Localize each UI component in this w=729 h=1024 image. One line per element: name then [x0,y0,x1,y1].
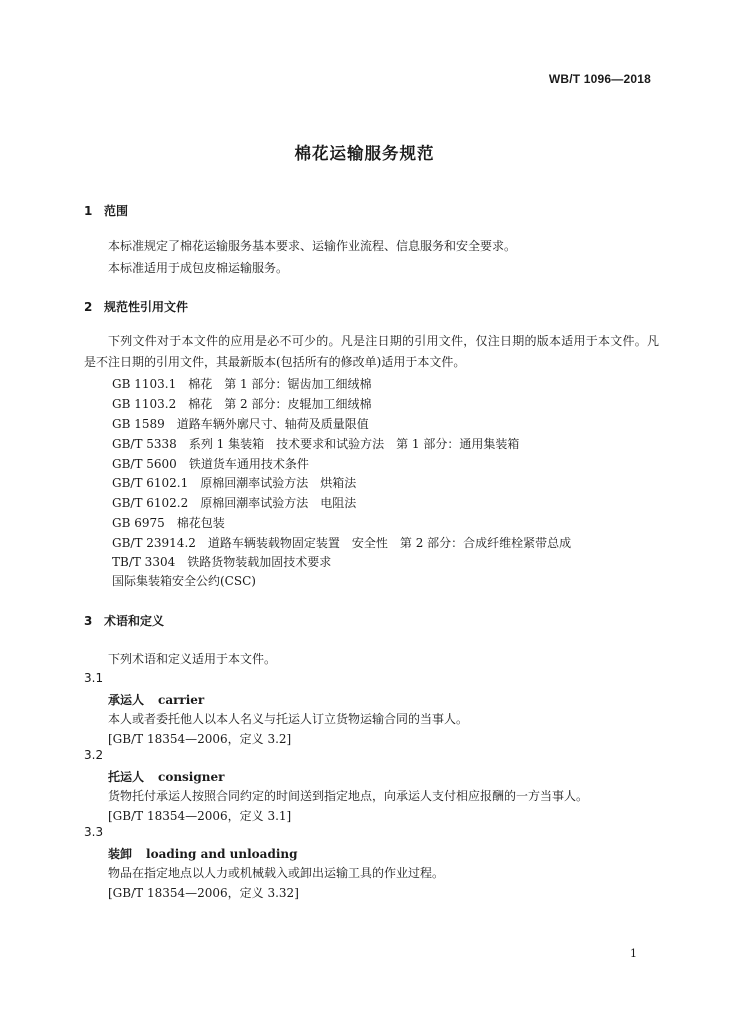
term-chinese: 托运人 [108,770,145,784]
scope-paragraph: 本标准适用于成包皮棉运输服务。 [108,261,289,275]
term-source: [GB/T 18354—2006，定义 3.1] [108,809,292,823]
reference-code: TB/T 3304 [112,555,176,569]
term-chinese: 承运人 [108,693,145,707]
clause-number: 3.3 [84,825,104,839]
reference-item [112,395,371,413]
section-heading-terms-and-definitions [84,612,164,629]
reference-code: GB/T 6102.2 [112,496,189,510]
term-definition: 本人或者委托他人以本人名义与托运人订立货物运输合同的当事人。 [108,712,469,726]
references-intro-paragraph: 下列文件对于本文件的应用是必不可少的。凡是注日期的引用文件，仅注日期的版本适用于本文件。凡是不注日期的引用文件，其最新版本(包括所有的修改单)适用于本文件。 [84,334,659,369]
reference-code: GB 1103.2 [112,397,177,411]
term-heading [108,845,298,862]
reference-item [112,514,225,532]
document-title: 棉花运输服务规范 [294,144,435,163]
reference-title: 国际集装箱安全公约(CSC) [112,574,256,588]
reference-item [112,474,356,492]
section-title: 规范性引用文件 [104,300,189,314]
reference-item [112,415,369,433]
reference-item [112,534,571,552]
clause-number: 3.2 [84,748,104,762]
section-title: 范围 [104,204,129,218]
section-number: 1 [84,204,93,218]
reference-item [112,435,519,453]
section-title: 术语和定义 [104,614,165,628]
reference-item [112,455,309,473]
reference-title: 棉花 第 1 部分：锯齿加工细绒棉 [188,377,372,391]
reference-title: 系列 1 集装箱 技术要求和试验方法 第 1 部分：通用集装箱 [188,437,520,451]
reference-title: 铁路货物装载加固技术要求 [187,555,332,569]
term-definition: 货物托付承运人按照合同约定的时间送到指定地点，向承运人支付相应报酬的一方当事人。 [108,789,589,803]
term-heading [108,768,224,785]
reference-code: GB 6975 [112,516,165,530]
reference-title: 道路车辆装载物固定装置 安全性 第 2 部分：合成纤维栓紧带总成 [207,536,572,550]
term-english: consigner [158,770,225,784]
reference-code: GB/T 23914.2 [112,536,196,550]
term-chinese: 装卸 [108,847,133,861]
term-source: [GB/T 18354—2006，定义 3.32] [108,886,299,900]
reference-item [112,375,371,393]
terms-intro-paragraph: 下列术语和定义适用于本文件。 [108,652,277,666]
section-number: 2 [84,300,93,314]
reference-code: GB/T 5338 [112,437,177,451]
term-english: loading and unloading [146,847,298,861]
term-definition: 物品在指定地点以人力或机械载入或卸出运输工具的作业过程。 [108,866,445,880]
term-english: carrier [158,693,205,707]
term-heading [108,691,204,708]
reference-title: 棉花 第 2 部分：皮辊加工细绒棉 [188,397,372,411]
reference-title: 原棉回潮率试验方法 电阻法 [200,496,357,510]
standard-number: WB/T 1096—2018 [548,72,651,86]
reference-code: GB/T 5600 [112,457,177,471]
reference-code: GB 1589 [112,417,165,431]
page-number: 1 [630,947,637,960]
clause-number: 3.1 [84,671,104,685]
reference-title: 铁道货车通用技术条件 [188,457,309,471]
section-number: 3 [84,614,93,628]
reference-title: 道路车辆外廓尺寸、轴荷及质量限值 [176,417,369,431]
section-heading-normative-references [84,298,188,315]
reference-code: GB 1103.1 [112,377,177,391]
reference-title: 棉花包装 [176,516,225,530]
reference-title: 原棉回潮率试验方法 烘箱法 [200,476,357,490]
section-heading-scope [84,202,128,219]
term-source: [GB/T 18354—2006，定义 3.2] [108,732,292,746]
scope-paragraph: 本标准规定了棉花运输服务基本要求、运输作业流程、信息服务和安全要求。 [108,239,517,253]
reference-item [112,572,256,590]
reference-code: GB/T 6102.1 [112,476,189,490]
reference-item [112,553,331,571]
reference-item [112,494,356,512]
